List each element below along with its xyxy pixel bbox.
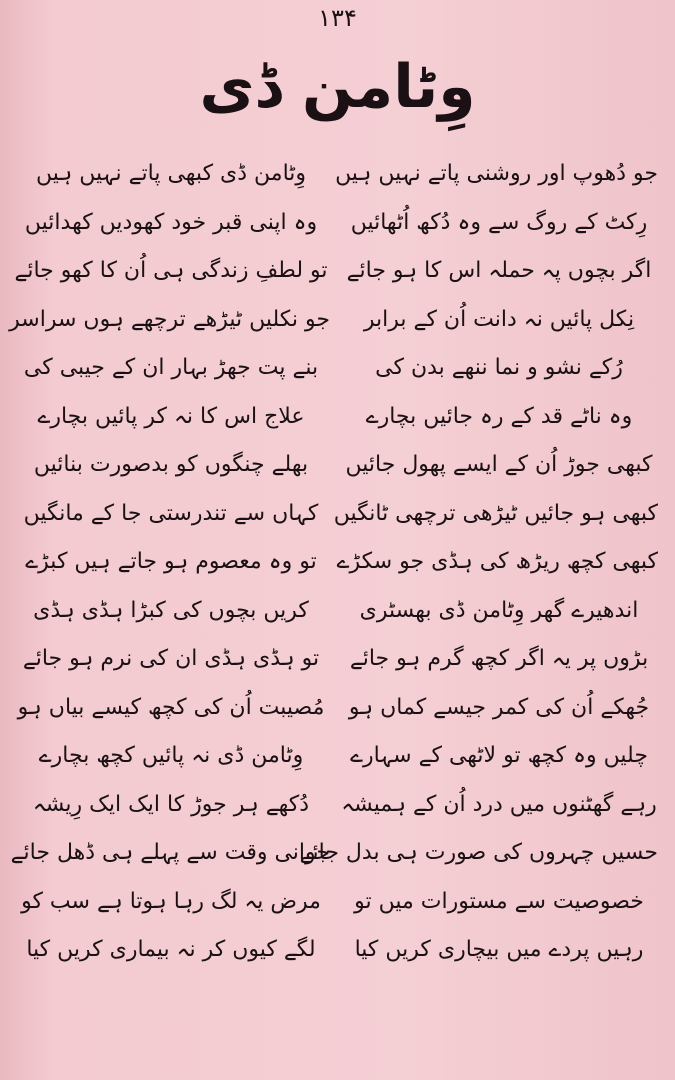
verse-line: کہاں سے تندرستی جا کے مانگیں bbox=[23, 500, 319, 526]
verse-line: رُکے نشو و نما ننھے بدن کی bbox=[375, 355, 623, 380]
verse-line: بھلے چنگوں کو بدصورت بنائیں bbox=[33, 452, 309, 477]
verse-line: مُصیبت اُن کی کچھ کیسے بیاں ہو bbox=[17, 694, 325, 720]
verse-line: جوانی وقت سے پہلے ہی ڈھل جائے bbox=[10, 840, 330, 865]
poem-column-right bbox=[299, 150, 658, 1050]
verse-line: علاج اس کا نہ کر پائیں بچارے bbox=[37, 403, 305, 429]
poem-column-left bbox=[9, 150, 330, 1050]
verse-line: چلیں وہ کچھ تو لاٹھی کے سہارے bbox=[350, 743, 648, 768]
verse-line: دُکھے ہر جوڑ کا ایک ایک رِیشہ bbox=[32, 791, 310, 817]
verse-line: کبھی ہو جائیں ٹیڑھی ترچھی ٹانگیں bbox=[333, 500, 658, 526]
verse-line: بڑوں پر یہ اگر کچھ گرم ہو جائے bbox=[349, 646, 649, 671]
verse-line: رہیں پردے میں بیچاری کریں کیا bbox=[354, 937, 644, 962]
verse-line: تو وہ معصوم ہو جاتے ہیں کبڑے bbox=[25, 549, 317, 574]
verse-line: وہ ناٹے قد کے رہ جائیں بچارے bbox=[365, 403, 633, 429]
verse-line: کبھی کچھ ریڑھ کی ہڈی جو سکڑے bbox=[336, 549, 658, 574]
verse-line: رِکٹ کے روگ سے وہ دُکھ اُٹھائیں bbox=[350, 209, 648, 235]
verse-line: تو لطفِ زندگی ہی اُن کا کھو جائے bbox=[14, 258, 328, 283]
verse-line: حسیں چہروں کی صورت ہی بدل جائے bbox=[299, 840, 658, 865]
verse-line: رہے گھٹنوں میں درد اُن کے ہمیشہ bbox=[341, 791, 657, 817]
verse-line: بنے پت جھڑ بہار ان کے جیبی کی bbox=[23, 355, 319, 380]
verse-line: جو نکلیں ٹیڑھے ترچھے ہوں سراسر bbox=[9, 306, 330, 332]
verse-line: لگے کیوں کر نہ بیماری کریں کیا bbox=[26, 937, 316, 962]
verse-line: اگر بچوں پہ حملہ اس کا ہو جائے bbox=[346, 258, 652, 283]
verse-line: وہ اپنی قبر خود کھودیں کھدائیں bbox=[24, 209, 318, 235]
verse-line: اندھیرے گھر وِٹامن ڈی بھسٹری bbox=[359, 597, 639, 623]
verse-line: خصوصیت سے مستورات میں تو bbox=[354, 888, 644, 914]
verse-line: جو دُھوپ اور روشنی پاتے نہیں ہیں bbox=[335, 161, 658, 186]
verse-line: نِکل پائیں نہ دانت اُن کے برابر bbox=[363, 306, 635, 332]
verse-line: کبھی جوڑ اُن کے ایسے پھول جائیں bbox=[345, 452, 653, 477]
verse-line: وِٹامن ڈی نہ پائیں کچھ بچارے bbox=[38, 743, 304, 768]
page-number: ۱۳۴ bbox=[318, 4, 357, 32]
verse-line: وِٹامن ڈی کبھی پاتے نہیں ہیں bbox=[35, 161, 307, 186]
verse-line: تو ہڈی ہڈی ان کی نرم ہو جائے bbox=[22, 646, 320, 671]
verse-line: کریں بچوں کی کبڑا ہڈی ہڈی bbox=[33, 597, 309, 623]
poem-title: وِٹامن ڈی bbox=[199, 52, 476, 122]
verse-line: مرض یہ لگ رہا ہوتا ہے سب کو bbox=[21, 888, 321, 914]
verse-line: جُھکے اُن کی کمر جیسے کماں ہو bbox=[348, 694, 650, 720]
